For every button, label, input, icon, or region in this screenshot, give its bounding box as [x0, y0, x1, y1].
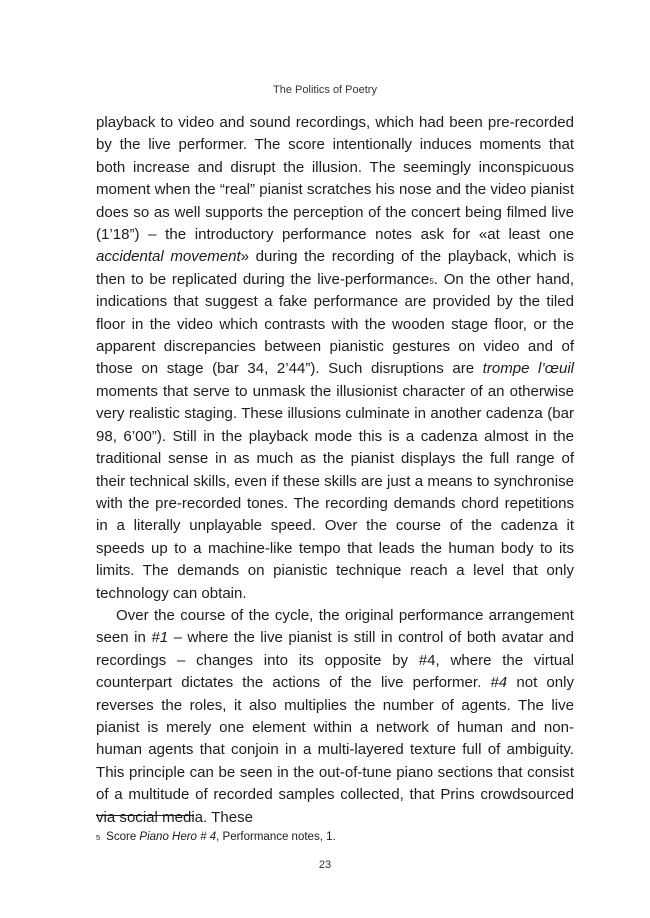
italic-phrase: #1: [151, 629, 169, 647]
body-text: [96, 112, 574, 829]
italic-phrase: trompe l’œuil: [482, 360, 575, 378]
footnote-title: Piano Hero # 4: [139, 831, 217, 843]
footnote-divider: [96, 815, 194, 816]
footnote-reference[interactable]: 5: [429, 276, 434, 286]
page-number: 23: [318, 859, 332, 871]
italic-phrase: accidental movement: [96, 248, 241, 266]
paragraph-2: Over the course of the cycle, the original performance arrangement seen in #1 – where the live pianist is still in control of both avatar and recordings – changes into its opposite by #4, where the virtual counterpart dictates the actions of the live performer. #4 not only reverses the roles, it also multiplies the number of agents. The live pianist is merely one element within a network of human and non-human agents that conjoin in a multi-layered texture full of ambiguity. This principle can be seen in the out-of-tune piano sections that consist of a multitude of recorded samples collected, that Prins crowdsourced via social media. These: [96, 606, 575, 826]
paragraph-1: playback to video and sound recordings, which had been pre-recorded by the live performer. The score intentionally induces moments that both increase and disrupt the illusion. The seemingly inconspicuous moment when the “real” pianist scratches his nose and the video pianist does so as well supports the perception of the concert being filmed live (1’18”) – the introductory performance notes ask for «at least one accidental movement» during the recording of the playback, which is then to be replicated during the live-performance$^5$. On the other hand, indications that suggest a fake performance are provided by the tiled floor in the video which contrasts with the wooden stage floor, or the apparent discrepancies between pianistic gestures on video and of those on stage (bar 34, 2’44”). Such disruptions are trompe l’œuil moments that serve to unmask the illusionist character of an otherwise very realistic staging. These illusions culminate in another cadenza (bar 98, 6’00”). Still in the playback mode this is a cadenza almost in the traditional sense in as much as the pianist displays the full range of their technical skills, even if these skills are just a means to synchronise with the pre-recorded tones. The recording demands chord repetitions in a literally unplayable speed. Over the course of the cadenza it speeds up to a machine-like tempo that leads the human body to its limits. The demands on pianistic technique reach a level that only technology can obtain.: [96, 114, 575, 602]
footnote-mark: 5: [96, 833, 101, 842]
footnote: $^5$ Score Piano Hero # 4, Performance notes, 1.: [96, 831, 336, 843]
italic-phrase: #4: [490, 674, 508, 692]
running-header: The Politics of Poetry: [273, 84, 377, 96]
